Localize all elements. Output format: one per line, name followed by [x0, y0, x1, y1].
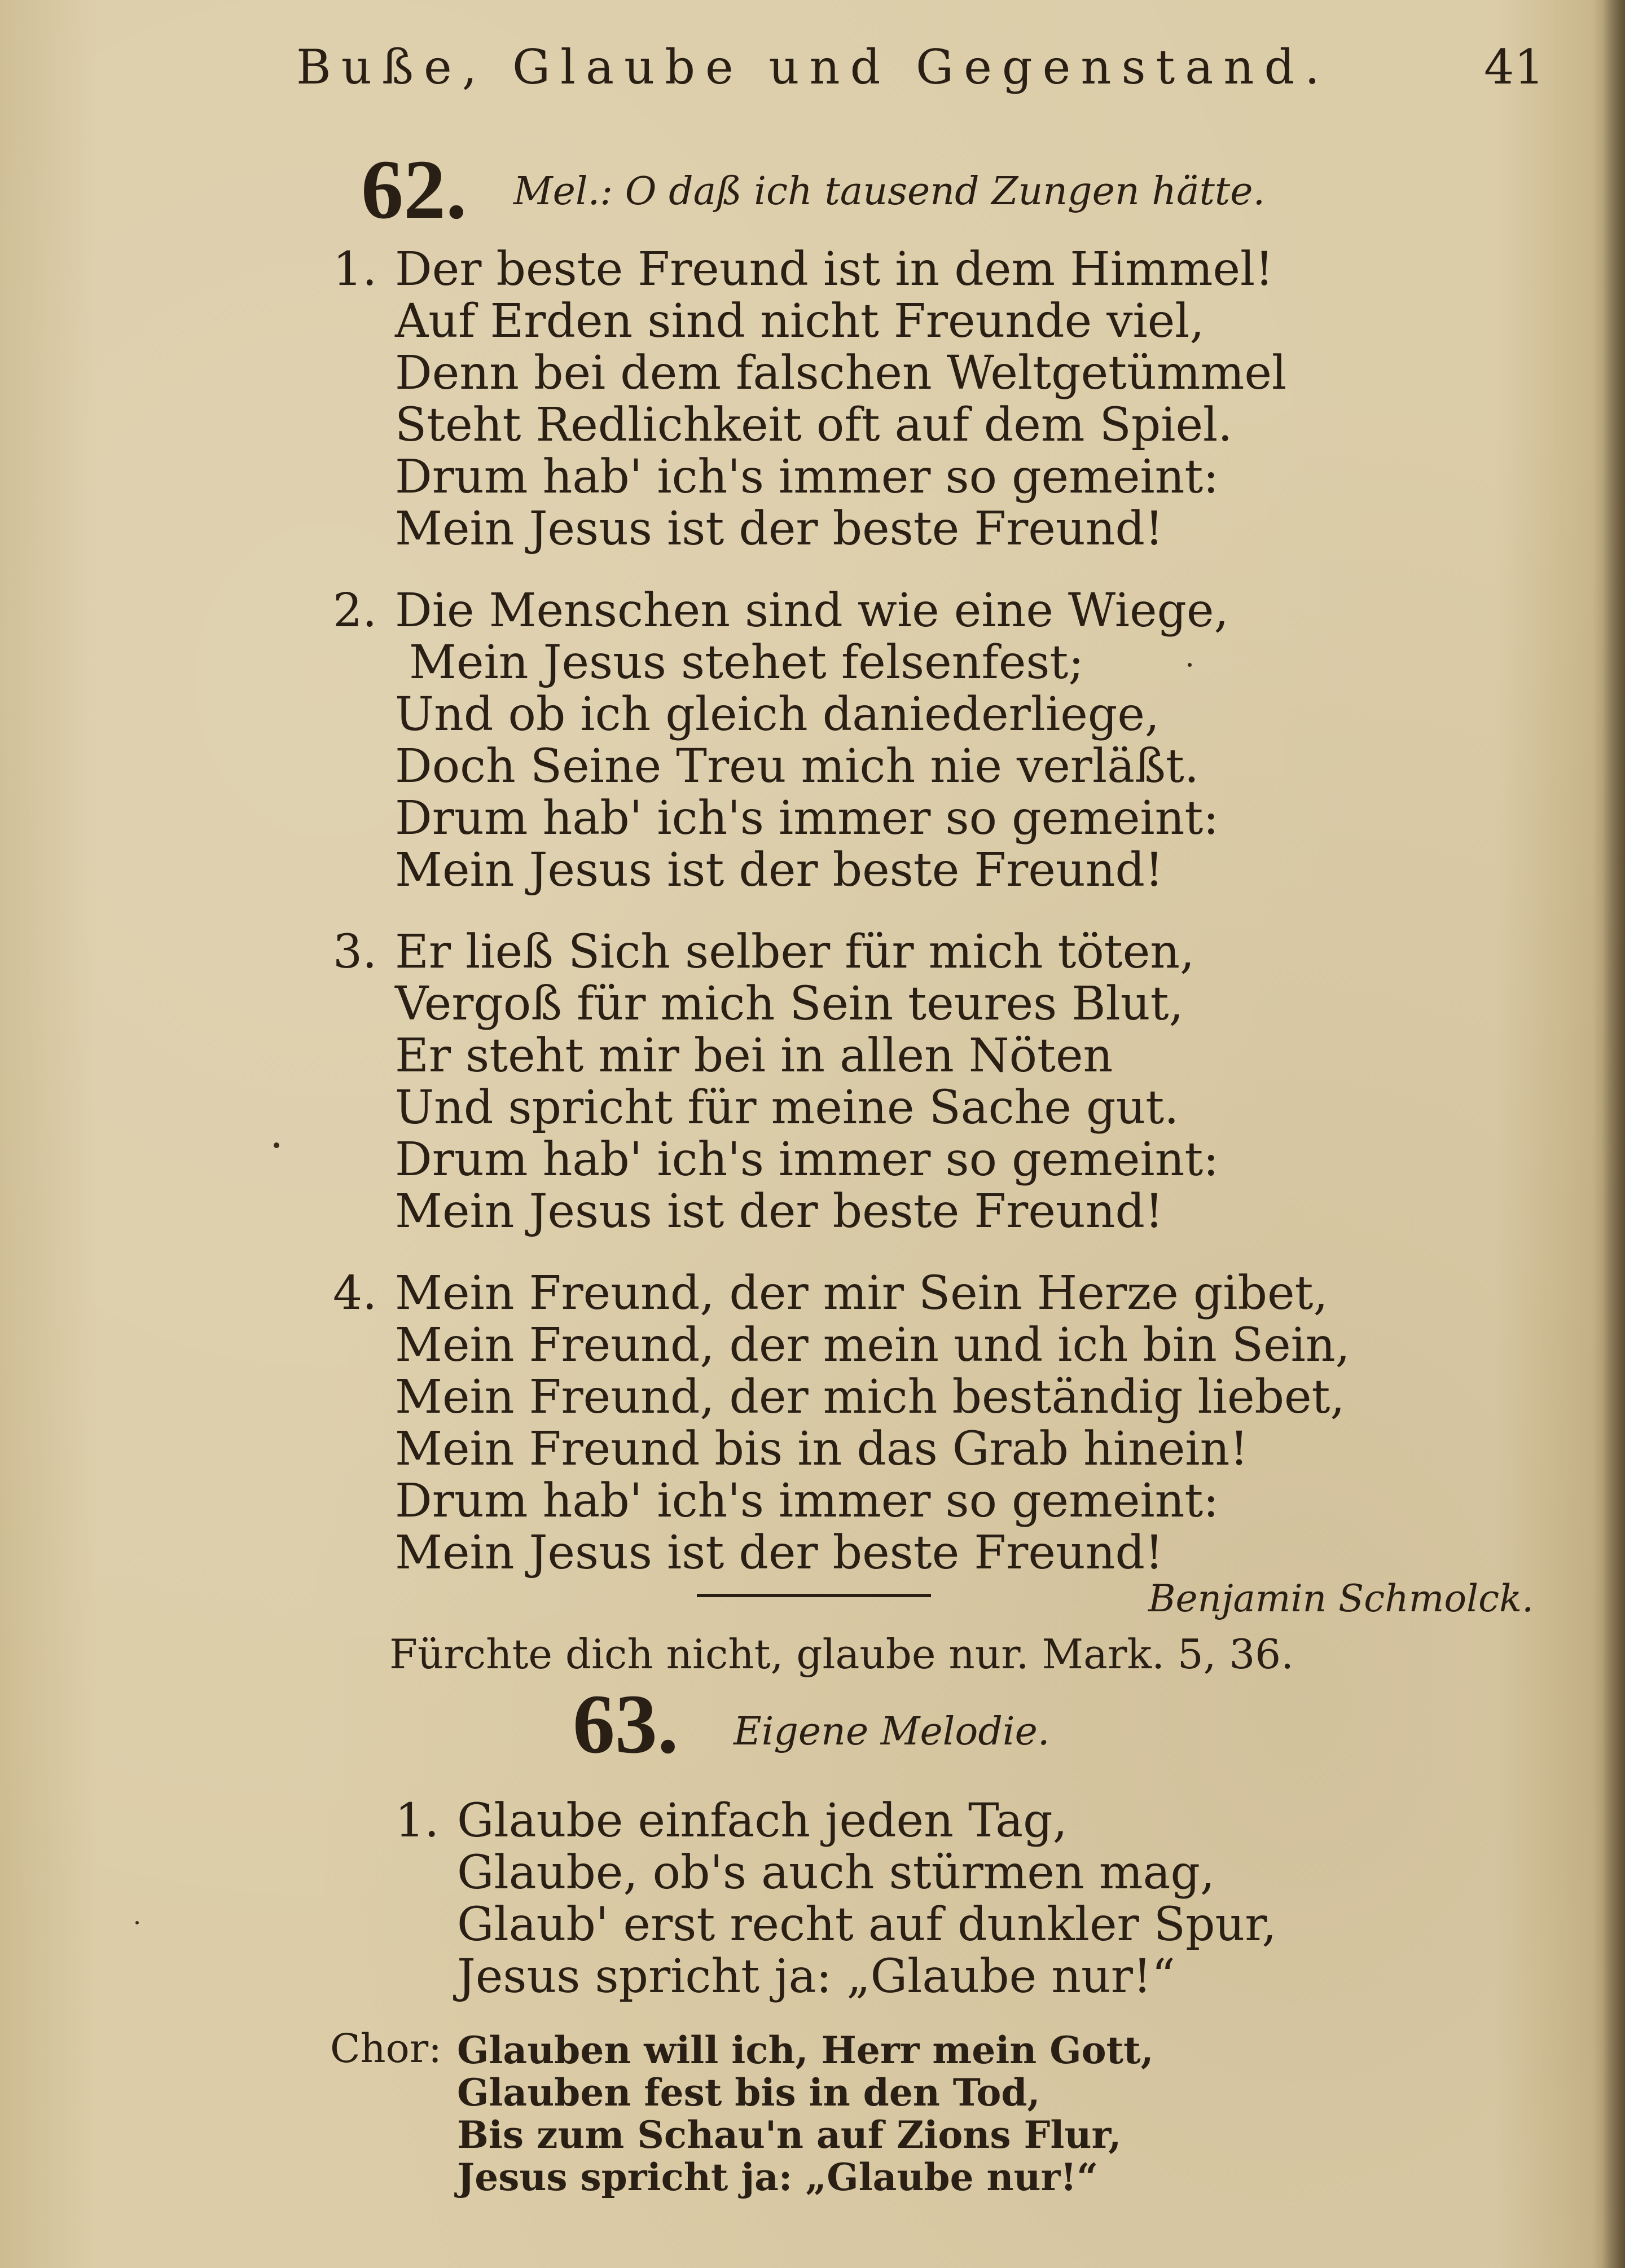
stanza-number: 3. — [333, 925, 377, 979]
verse-line: Mein Jesus ist der beste Freund! — [395, 843, 1163, 897]
chorus-line: Jesus spricht ja: „Glaube nur!“ — [457, 2155, 1099, 2199]
stanza-number: 1. — [333, 243, 377, 296]
hymn-number: 63. — [573, 1677, 679, 1771]
verse-line: Und spricht für meine Sache gut. — [395, 1081, 1179, 1135]
verse-line: Und ob ich gleich daniederliege, — [395, 688, 1160, 741]
verse-line: Drum hab' ich's immer so gemeint: — [395, 450, 1219, 504]
ink-speck — [135, 1921, 139, 1924]
chorus-line: Glauben fest bis in den Tod, — [457, 2071, 1040, 2115]
verse-line: Doch Seine Treu mich nie verläßt. — [395, 740, 1199, 793]
author-attribution: Benjamin Schmolck. — [1148, 1577, 1534, 1620]
verse-line: Denn bei dem falschen Weltgetümmel — [395, 346, 1287, 400]
verse-line: Drum hab' ich's immer so gemeint: — [395, 1474, 1219, 1528]
verse-line: Mein Jesus ist der beste Freund! — [395, 1185, 1163, 1238]
stanza-number: 1. — [395, 1794, 440, 1848]
chorus-line: Bis zum Schau'n auf Zions Flur, — [457, 2113, 1122, 2157]
running-header: Buße, Glaube und Gegenstand. — [296, 39, 1330, 95]
verse-line: Auf Erden sind nicht Freunde viel, — [395, 295, 1205, 348]
verse-line: Drum hab' ich's immer so gemeint: — [395, 1133, 1219, 1186]
verse-line: Steht Redlichkeit oft auf dem Spiel. — [395, 398, 1233, 452]
verse-line: Der beste Freund ist in dem Himmel! — [395, 243, 1274, 296]
hymn-number: 62. — [361, 143, 467, 236]
verse-line: Mein Jesus ist der beste Freund! — [395, 502, 1163, 556]
verse-line: Vergoß für mich Sein teures Blut, — [395, 977, 1184, 1031]
verse-line: Mein Freund bis in das Grab hinein! — [395, 1422, 1249, 1476]
verse-line: Die Menschen sind wie eine Wiege, — [395, 584, 1229, 638]
verse-line: Glaube, ob's auch stürmen mag, — [457, 1846, 1215, 1900]
verse-line: Er ließ Sich selber für mich töten, — [395, 925, 1195, 979]
verse-line: Drum hab' ich's immer so gemeint: — [395, 792, 1219, 845]
chorus-line: Glauben will ich, Herr mein Gott, — [457, 2028, 1154, 2072]
verse-line: Mein Jesus ist der beste Freund! — [395, 1526, 1163, 1580]
ink-speck — [274, 1142, 279, 1148]
melody-reference: Eigene Melodie. — [734, 1709, 1050, 1754]
melody-reference: Mel.: O daß ich tausend Zungen hätte. — [513, 169, 1266, 214]
stanza-number: 2. — [333, 584, 377, 638]
verse-line: Mein Freund, der mich beständig liebet, — [395, 1370, 1345, 1424]
verse-line: Er steht mir bei in allen Nöten — [395, 1029, 1113, 1083]
verse-line: Mein Jesus stehet felsenfest; — [409, 636, 1084, 689]
page-edge-shadow — [1602, 0, 1625, 2268]
verse-line: Glaube einfach jeden Tag, — [457, 1794, 1068, 1848]
stanza-number: 4. — [333, 1267, 377, 1320]
verse-line: Glaub' erst recht auf dunkler Spur, — [457, 1898, 1277, 1951]
verse-line: Mein Freund, der mir Sein Herze gibet, — [395, 1267, 1328, 1320]
verse-line: Mein Freund, der mein und ich bin Sein, — [395, 1318, 1350, 1372]
page-number: 41 — [1484, 39, 1544, 95]
bible-verse-quote: Fürchte dich nicht, glaube nur. Mark. 5, 36. — [389, 1630, 1294, 1678]
chorus-label: Chor: — [330, 2025, 442, 2072]
section-divider — [697, 1594, 931, 1597]
verse-line: Jesus spricht ja: „Glaube nur!“ — [457, 1950, 1175, 2003]
ink-speck — [1188, 663, 1192, 667]
